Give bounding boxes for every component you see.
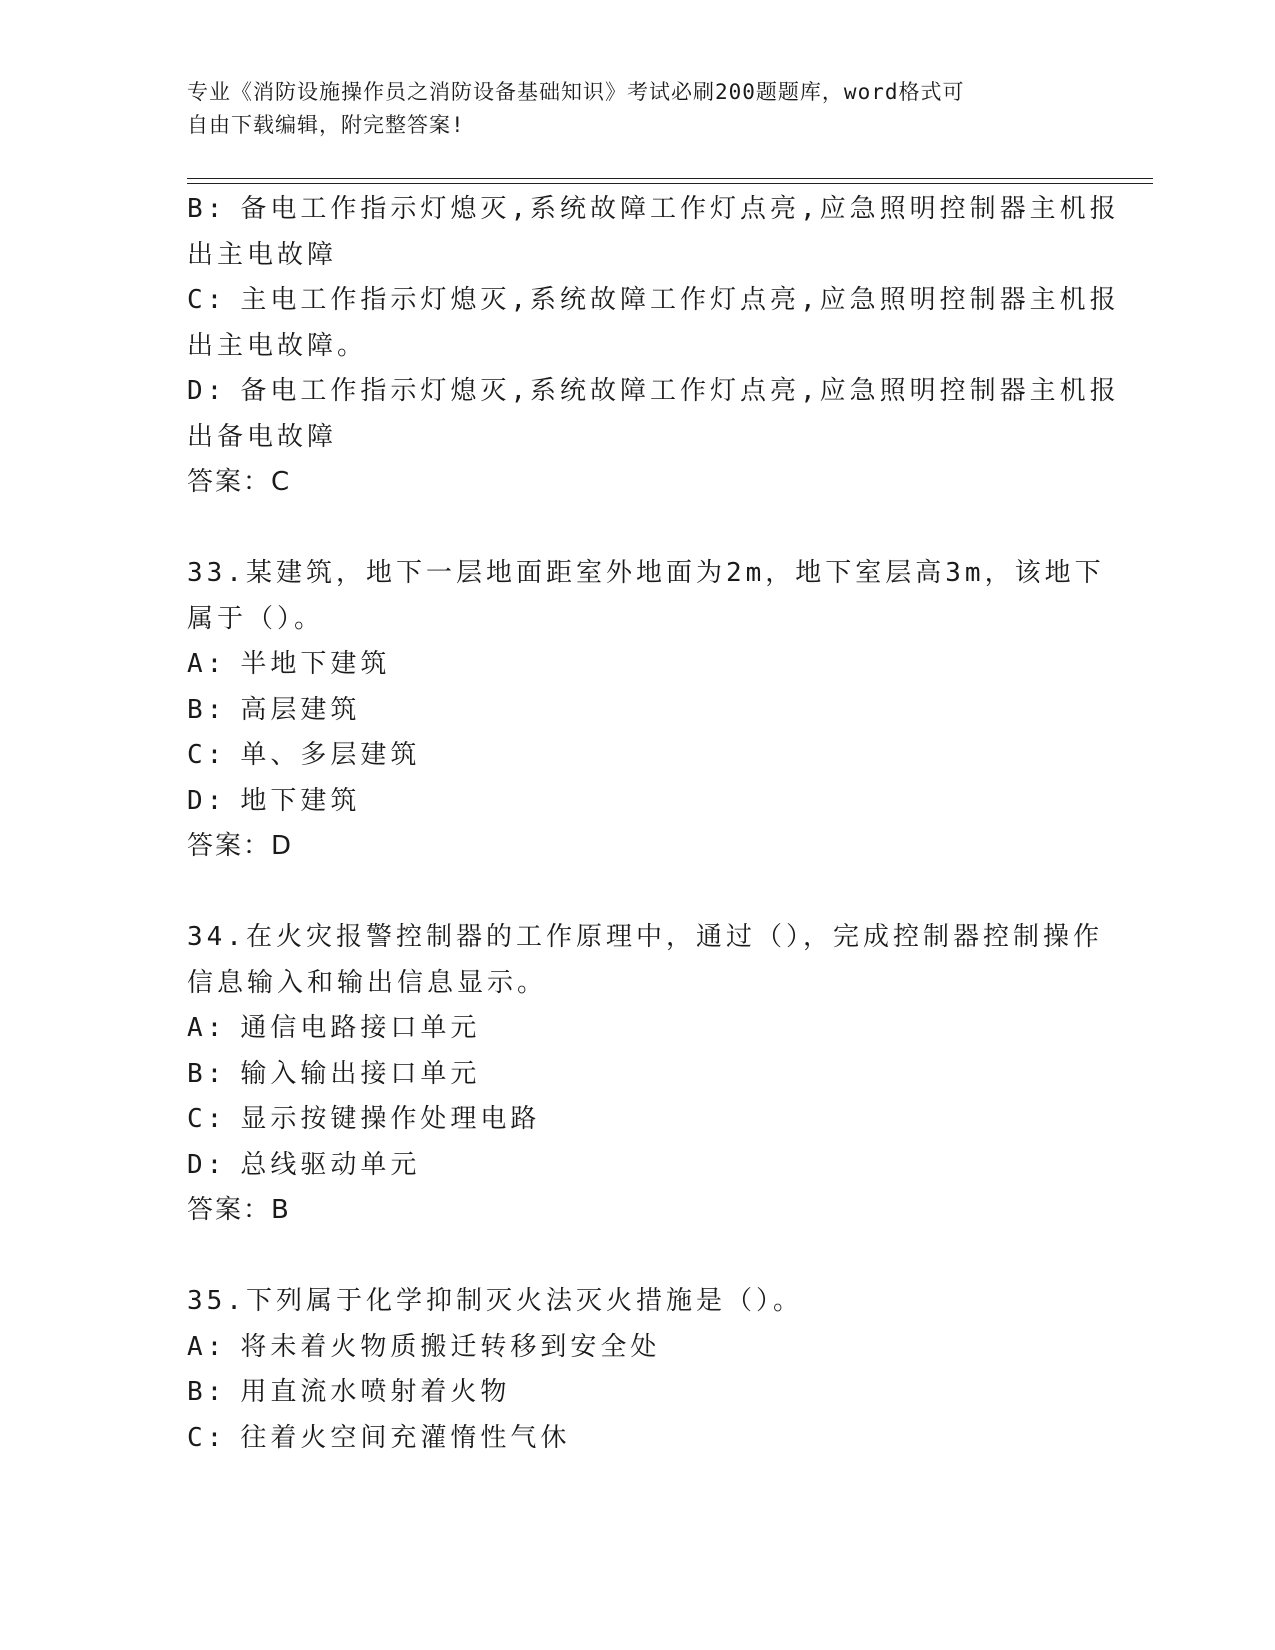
option-text: 将未着火物质搬迁转移到安全处 — [240, 1331, 661, 1362]
option-key: B: — [187, 1377, 227, 1407]
question-stem: 34.在火灾报警控制器的工作原理中，通过（），完成控制器控制操作 — [187, 922, 1103, 952]
option-key: C: — [187, 1422, 227, 1453]
spacer — [187, 870, 1087, 916]
option-b — [187, 1370, 1087, 1416]
option-text: 往着火空间充灌惰性气休 — [240, 1422, 571, 1453]
header-title-line-1: 专业《消防设施操作员之消防设备基础知识》考试必刷200题题库，word格式可 — [187, 80, 965, 104]
answer-line: 答案：B — [187, 1195, 291, 1225]
option-text: 显示按键操作处理电路 — [240, 1104, 541, 1134]
option-b-continued: 出主电故障 — [187, 239, 338, 270]
option-key: B: — [187, 194, 227, 224]
question-35 — [187, 1279, 1087, 1461]
answer-line: 答案：D — [187, 831, 294, 861]
option-text: 高层建筑 — [240, 694, 361, 725]
option-key: D: — [187, 1149, 227, 1180]
question-content — [187, 187, 1120, 1461]
option-key: C: — [187, 740, 227, 770]
question-stem: 35.下列属于化学抑制灭火法灭火措施是（）。 — [187, 1286, 803, 1316]
option-c — [187, 1416, 1087, 1462]
option-key: A: — [187, 1013, 227, 1043]
question-stem-continued: 属于（）。 — [187, 603, 325, 634]
option-c — [187, 278, 1120, 324]
option-a — [187, 1006, 1087, 1052]
option-key: A: — [187, 1331, 227, 1362]
header-divider-bottom — [187, 183, 1153, 184]
header-title-line-2: 自由下载编辑，附完整答案! — [187, 113, 465, 137]
question-33 — [187, 551, 1105, 870]
option-key: D: — [187, 376, 227, 406]
option-c — [187, 1097, 1087, 1143]
answer-line: 答案：C — [187, 467, 292, 497]
question-32-continued — [187, 187, 1120, 506]
option-key: D: — [187, 785, 227, 816]
option-d — [187, 779, 1087, 825]
question-34 — [187, 915, 1103, 1234]
option-text: 主电工作指示灯熄灭,系统故障工作灯点亮,应急照明控制器主机报 — [240, 285, 1120, 315]
option-text: 半地下建筑 — [240, 649, 391, 679]
question-stem: 33.某建筑，地下一层地面距室外地面为2m，地下室层高3m，该地下 — [187, 558, 1105, 588]
option-c — [187, 733, 1087, 779]
option-text: 总线驱动单元 — [240, 1149, 421, 1180]
option-text: 备电工作指示灯熄灭,系统故障工作灯点亮,应急照明控制器主机报 — [240, 194, 1120, 224]
spacer — [187, 506, 1087, 552]
option-c-continued: 出主电故障。 — [187, 330, 368, 361]
document-header — [187, 76, 1087, 142]
option-d-continued: 出备电故障 — [187, 421, 338, 452]
option-key: B: — [187, 1058, 227, 1089]
option-b — [187, 1052, 1087, 1098]
option-d — [187, 1143, 1087, 1189]
spacer — [187, 1234, 1087, 1280]
question-stem-continued: 信息输入和输出信息显示。 — [187, 967, 548, 998]
option-key: A: — [187, 649, 227, 679]
option-text: 地下建筑 — [240, 785, 361, 816]
option-text: 通信电路接口单元 — [240, 1013, 481, 1043]
option-key: B: — [187, 694, 227, 725]
option-text: 输入输出接口单元 — [240, 1058, 481, 1089]
option-b — [187, 688, 1087, 734]
option-text: 用直流水喷射着火物 — [240, 1377, 511, 1407]
option-key: C: — [187, 1104, 227, 1134]
option-text: 单、多层建筑 — [240, 740, 421, 770]
option-d — [187, 369, 1120, 415]
option-a — [187, 642, 1087, 688]
header-divider-top — [187, 178, 1153, 179]
option-text: 备电工作指示灯熄灭,系统故障工作灯点亮,应急照明控制器主机报 — [240, 376, 1120, 406]
option-a — [187, 1325, 1087, 1371]
option-key: C: — [187, 285, 227, 315]
option-b — [187, 187, 1120, 233]
